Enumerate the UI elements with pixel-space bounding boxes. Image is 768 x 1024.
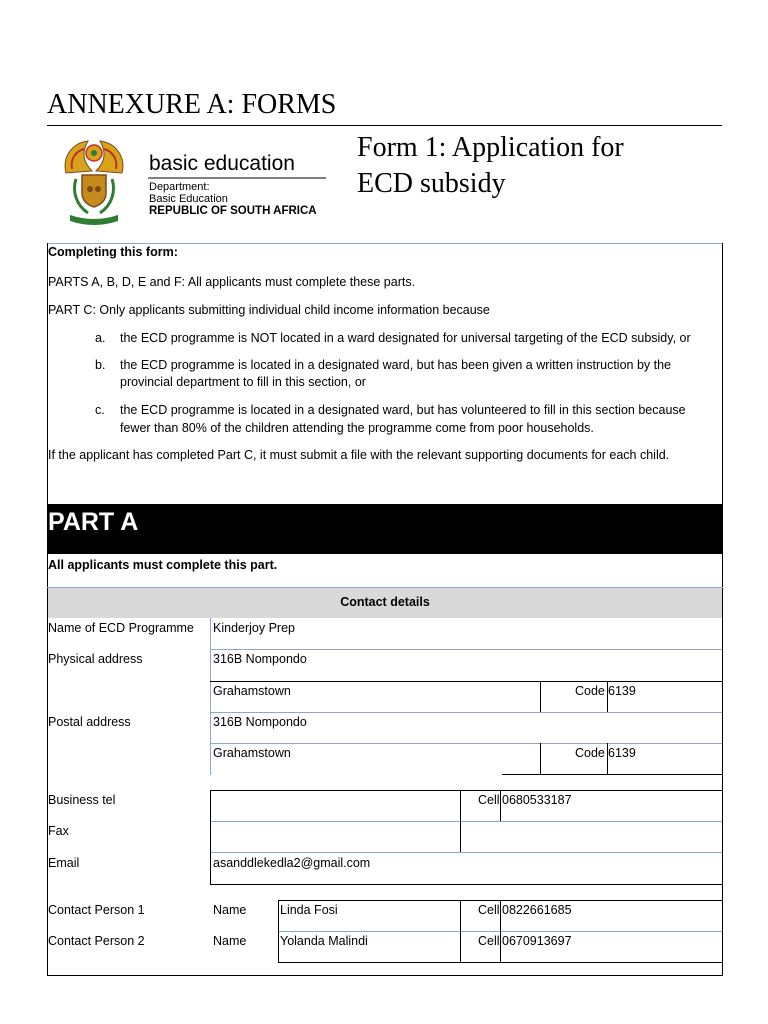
grid-line	[210, 712, 722, 713]
label-email: Email	[48, 856, 80, 870]
item-a-text: the ECD programme is NOT located in a ward designated for universal targeting of the ECD subsidy, or	[120, 331, 691, 345]
grid-line	[540, 743, 541, 774]
logo-line-1: Department:	[149, 181, 210, 193]
part-a-title: PART A	[48, 508, 139, 536]
grid-line	[210, 649, 722, 650]
grid-line	[500, 790, 501, 821]
contact-details-header-label: Contact details	[340, 595, 430, 609]
contact-2-cell-field[interactable]: 0670913697	[502, 934, 572, 948]
grid-line	[210, 681, 722, 682]
label-programme-name: Name of ECD Programme	[48, 621, 194, 635]
item-b-text-line-2: provincial department to fill in this section, or	[120, 375, 366, 389]
grid-line	[278, 962, 722, 963]
instructions-closing: If the applicant has completed Part C, it must submit a file with the relevant supporting documents for each child.	[48, 448, 670, 462]
contact-1-cell-label: Cell	[478, 903, 500, 917]
logo-wordmark: basic education	[149, 152, 295, 175]
grid-line	[460, 900, 461, 962]
logo-department-text	[149, 181, 317, 217]
grid-line	[502, 774, 722, 775]
grid-line	[210, 618, 211, 775]
contact-1-cell-field[interactable]: 0822661685	[502, 903, 572, 917]
business-cell-label: Cell	[478, 793, 500, 807]
form-bottom-border	[47, 975, 723, 976]
instructions-part-c: PART C: Only applicants submitting individual child income information because	[48, 303, 490, 317]
contact-2-name-field[interactable]: Yolanda Malindi	[280, 934, 368, 948]
grid-line	[500, 900, 501, 962]
form-title	[357, 130, 624, 202]
grid-line	[210, 790, 211, 884]
physical-code-label: Code	[575, 684, 605, 698]
item-b-text-line-1: the ECD programme is located in a designated ward, but has been given a written instruction by the	[120, 358, 672, 372]
postal-address-line-2-field[interactable]: Grahamstown	[213, 746, 291, 760]
grid-line	[278, 900, 279, 962]
part-a-subtitle: All applicants must complete this part.	[48, 558, 278, 572]
form-title-line-2: ECD subsidy	[357, 168, 506, 199]
grid-line	[210, 790, 722, 791]
logo-line-2: Basic Education	[149, 193, 228, 205]
item-a-marker: a.	[95, 331, 106, 345]
grid-line	[210, 743, 722, 744]
business-cell-field[interactable]: 0680533187	[502, 793, 572, 807]
contact-header-top-border	[47, 587, 723, 588]
form-right-border	[722, 243, 723, 976]
instructions-top-border	[47, 243, 723, 244]
part-a-banner	[47, 504, 723, 554]
grid-line	[210, 884, 722, 885]
business-tel-field[interactable]	[213, 793, 458, 811]
postal-address-line-1-field[interactable]: 316B Nompondo	[213, 715, 307, 729]
grid-line	[210, 821, 722, 822]
physical-address-line-2-field[interactable]: Grahamstown	[213, 684, 291, 698]
grid-line	[540, 681, 541, 712]
instructions-heading: Completing this form:	[48, 245, 178, 259]
title-rule	[47, 125, 722, 126]
contact-1-name-label: Name	[213, 903, 247, 917]
grid-line	[460, 790, 461, 852]
contact-details-header	[48, 588, 722, 618]
label-fax: Fax	[48, 824, 69, 838]
logo-line-3: REPUBLIC OF SOUTH AFRICA	[149, 205, 317, 217]
programme-name-field[interactable]: Kinderjoy Prep	[213, 621, 295, 635]
label-physical-address: Physical address	[48, 652, 143, 666]
instructions-parts-abdef: PARTS A, B, D, E and F: All applicants must complete these parts.	[48, 275, 416, 289]
physical-code-field[interactable]: 6139	[608, 684, 636, 698]
contact-2-cell-label: Cell	[478, 934, 500, 948]
contact-2-name-label: Name	[213, 934, 247, 948]
postal-code-field[interactable]: 6139	[608, 746, 636, 760]
item-b-marker: b.	[95, 358, 106, 372]
label-contact-person-2: Contact Person 2	[48, 934, 145, 948]
item-c-text-line-2: fewer than 80% of the children attending the programme come from poor households.	[120, 421, 594, 435]
form-title-line-1: Form 1: Application for	[357, 132, 624, 163]
item-c-text-line-1: the ECD programme is located in a designated ward, but has volunteered to fill in this section because	[120, 403, 686, 417]
label-contact-person-1: Contact Person 1	[48, 903, 145, 917]
department-logo	[58, 135, 333, 227]
label-business-tel: Business tel	[48, 793, 116, 807]
postal-code-label: Code	[575, 746, 605, 760]
item-c-marker: c.	[95, 403, 105, 417]
contact-1-name-field[interactable]: Linda Fosi	[280, 903, 338, 917]
annexure-title: ANNEXURE A: FORMS	[47, 89, 337, 120]
physical-address-line-1-field[interactable]: 316B Nompondo	[213, 652, 307, 666]
fax-field[interactable]	[213, 824, 458, 842]
grid-line	[210, 852, 722, 853]
email-field[interactable]: asanddlekedla2@gmail.com	[213, 856, 371, 870]
label-postal-address: Postal address	[48, 715, 131, 729]
